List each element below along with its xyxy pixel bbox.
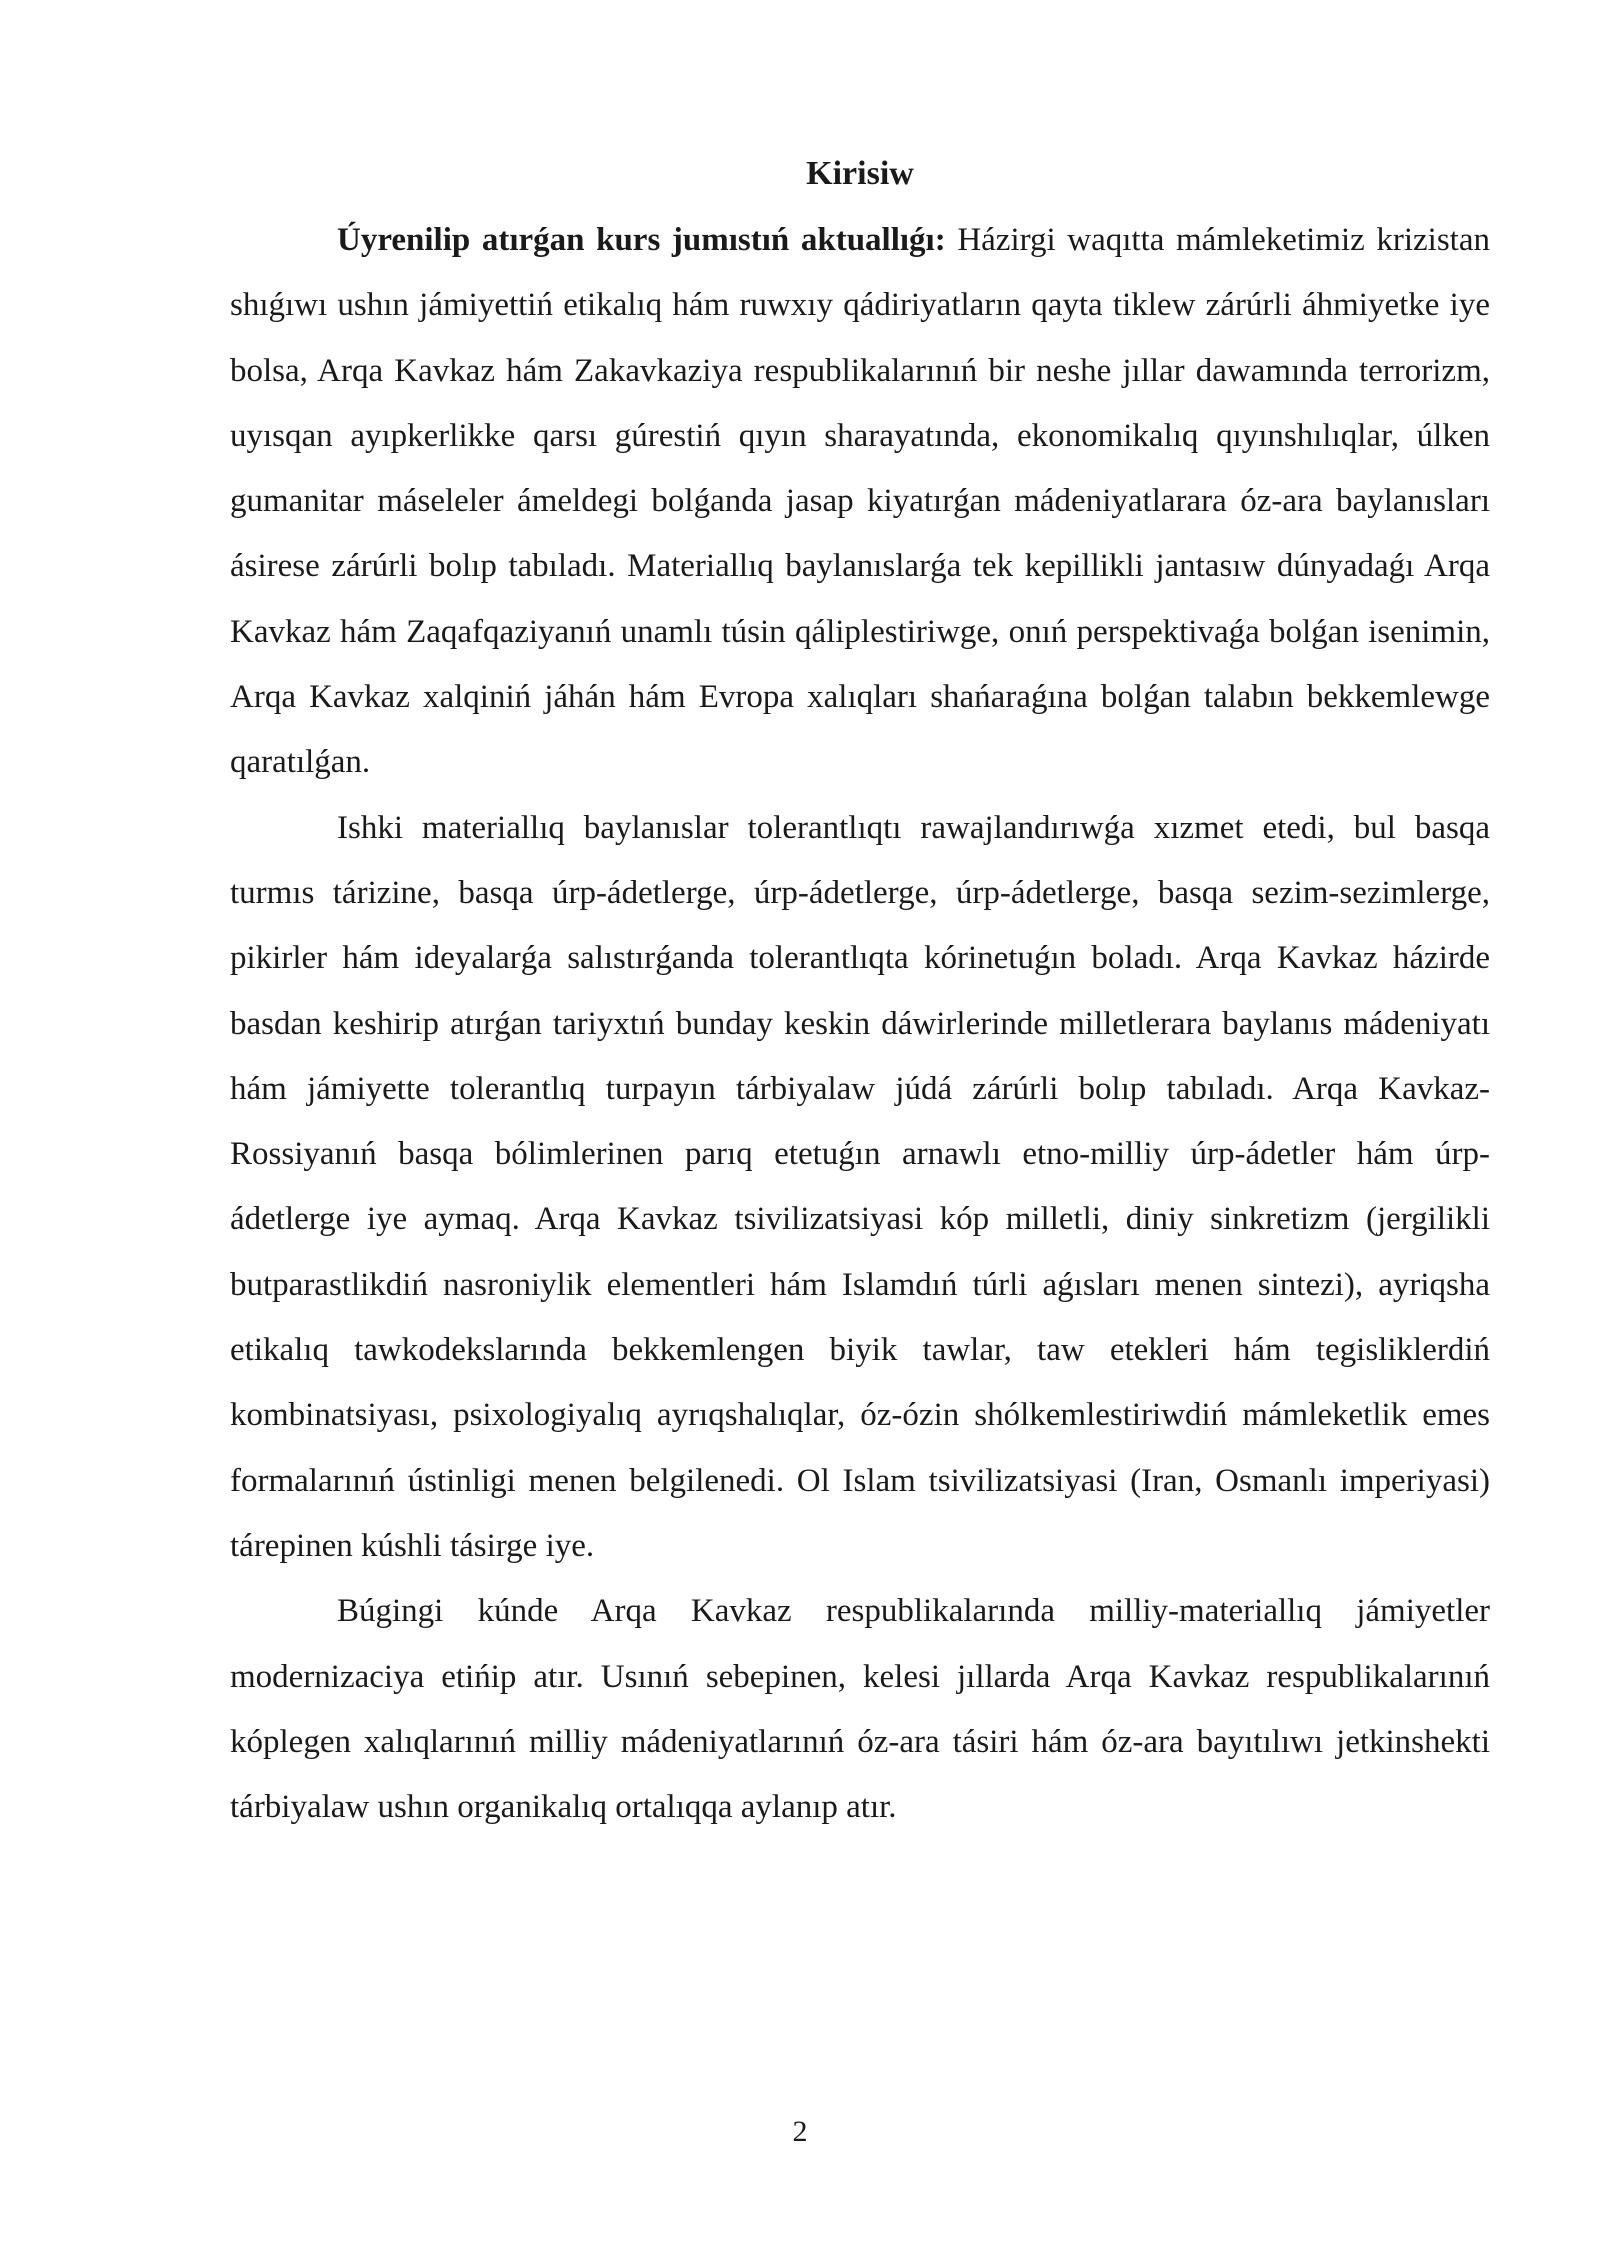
paragraph-lead-heading: Úyrenilip atırǵan kurs jumıstıń aktuallıǵı: [337,222,946,258]
paragraph-text: Búgingi kúnde Arqa Kavkaz respublikalarında milliy-materiallıq jámiyetler modernizaciya etińip atır. Usınıń sebepinen, kelesi jıllarda Arqa Kavkaz respublikalarınıń kóplegen xalıqlarınıń milliy mádeniyatlarınıń óz-ara tásiri hám óz-ara bayıtılıwı jetkinshekti tárbiyalaw ushın organikalıq ortalıqqa aylanıp atır. [230,1593,1490,1826]
page-number: 2 [792,2115,808,2148]
paragraph-text: Házirgi waqıtta mámleketimiz krizistan shıǵıwı ushın jámiyettiń etikalıq hám ruwxıy qádiriyatların qayta tiklew zárúrli áhmiyetke iye bolsa, Arqa Kavkaz hám Zakavkaziya respublikalarınıń bir neshe jıllar dawamında terrorizm, uyısqan ayıpkerlikke qarsı gúrestiń qıyın sharayatında, ekonomikalıq qıyınshılıqlar, úlken gumanitar máseleler ámeldegi bolǵanda jasap kiyatırǵan mádeniyatlarara óz-ara baylanısları ásirese zárúrli bolıp tabıladı. Materiallıq baylanıslarǵa tek kepillikli jantasıw dúnyadaǵı Arqa Kavkaz hám Zaqafqaziyanıń unamlı túsin qáliplestiriwge, onıń perspektivaǵa bolǵan isenimin, Arqa Kavkaz xalqiniń jáhán hám Evropa xalıqları shańaraǵına bolǵan talabın bekkemlewge qaratılǵan. [230,222,1491,781]
page-content [230,148,1490,1840]
paragraph-text: Ishki materiallıq baylanıslar tolerantlıqtı rawajlandırıwǵa xızmet etedi, bul basqa turmıs tárizine, basqa úrp-ádetlerge, úrp-ádetlerge, úrp-ádetlerge, basqa sezim-sezimlerge, pikirler hám ideyalarǵa salıstırǵanda tolerantlıqta kórinetuǵın boladı. Arqa Kavkaz házirde basdan keshirip atırǵan tariyxtıń bunday keskin dáwirlerinde milletlerara baylanıs mádeniyatı hám jámiyette tolerantlıq turpayın tárbiyalaw júdá zárúrli bolıp tabıladı. Arqa Kavkaz-Rossiyanıń basqa bólimlerinen parıq etetuǵın arnawlı etno-milliy úrp-ádetler hám úrp-ádetlerge iye aymaq. Arqa Kavkaz tsivilizatsiyasi kóp milletli, diniy sinkretizm (jergilikli butparastlikdiń nasroniylik elementleri hám Islamdıń túrli aǵısları menen sintezi), ayriqsha etikalıq tawkodekslarında bekkemlengen biyik tawlar, taw etekleri hám tegisliklerdiń kombinatsiyası, psixologiyalıq ayrıqshalıqlar, óz-ózin shólkemlestiriwdiń mámleketlik emes formalarınıń ústinligi menen belgilenedi. Ol Islam tsivilizatsiyasi (Iran, Osmanlı imperiyasi) tárepinen kúshli tásirge iye. [230,809,1490,1564]
paragraph-tolerance [230,796,1490,1580]
page-title: Kirisiw [806,155,914,192]
paragraph-modernization [230,1579,1490,1840]
paragraph-relevance [230,208,1490,796]
